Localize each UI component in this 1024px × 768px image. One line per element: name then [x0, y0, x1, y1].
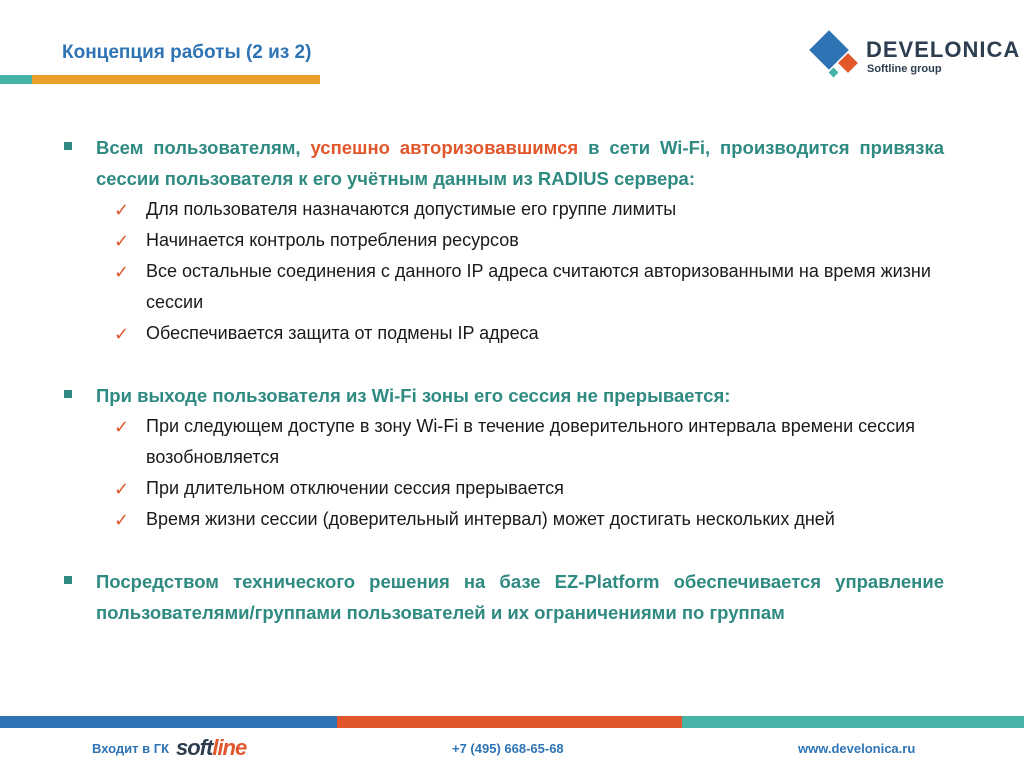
page-title: Концепция работы (2 из 2) — [62, 42, 312, 63]
list-item — [114, 225, 944, 256]
footer-color-bar — [0, 716, 1024, 728]
checklist — [62, 194, 944, 349]
list-item — [114, 411, 944, 473]
footer-part-of: Входит в ГК — [92, 741, 170, 756]
square-bullet-icon — [64, 576, 72, 584]
checkmark-icon: ✓ — [114, 231, 130, 251]
list-item-text: Все остальные соединения с данного IP адреса считаются авторизованными на время жизни сессии — [146, 261, 931, 312]
bullet-text-part: в сети Wi-Fi, производится привязка сессии пользователя к его учётным данным из RADIUS сервера: — [96, 137, 944, 189]
list-item-text: Начинается контроль потребления ресурсов — [146, 230, 519, 250]
checklist — [62, 411, 944, 535]
list-item — [114, 194, 944, 225]
list-item-text: Время жизни сессии (доверительный интервал) может достигать нескольких дней — [146, 509, 835, 529]
softline-logo-soft: soft — [176, 735, 213, 760]
checkmark-icon: ✓ — [114, 324, 130, 344]
bullet-text: Посредством технического решения на базе EZ-Platform обеспечивается управление пользователями/группами пользователей и их ограничениями по группам — [96, 571, 944, 623]
bullet-session-persistence — [62, 380, 944, 411]
logo-subtitle: Softline group — [867, 63, 942, 75]
title-underline-amber — [32, 75, 320, 84]
title-underline — [0, 75, 320, 84]
checkmark-icon: ✓ — [114, 417, 130, 437]
title-underline-teal — [0, 75, 32, 84]
list-item-text: Для пользователя назначаются допустимые его группе лимиты — [146, 199, 677, 219]
develonica-logo — [806, 28, 1021, 82]
list-item — [114, 256, 944, 318]
square-bullet-icon — [64, 142, 72, 150]
list-item — [114, 504, 944, 535]
footer-phone: +7 (495) 668-65-68 — [452, 741, 564, 756]
bullet-highlight: успешно авторизовавшимся — [310, 137, 579, 158]
list-item — [114, 473, 944, 504]
list-item-text: При длительном отключении сессия прерывается — [146, 478, 564, 498]
footer-bar-teal — [682, 716, 1024, 728]
logo-diamond-small-icon — [829, 68, 839, 78]
slide-content — [62, 132, 944, 628]
checkmark-icon: ✓ — [114, 262, 130, 282]
bullet-ez-platform — [62, 566, 944, 628]
softline-logo-line: line — [212, 735, 247, 760]
list-item — [114, 318, 944, 349]
bullet-session-binding — [62, 132, 944, 194]
footer-bar-orange — [337, 716, 682, 728]
list-item-text: Обеспечивается защита от подмены IP адреса — [146, 323, 539, 343]
checkmark-icon: ✓ — [114, 200, 130, 220]
list-item-text: При следующем доступе в зону Wi-Fi в течение доверительного интервала времени сессия возобновляется — [146, 416, 915, 467]
bullet-text-part: Всем пользователям, — [96, 137, 311, 158]
checkmark-icon: ✓ — [114, 510, 130, 530]
checkmark-icon: ✓ — [114, 479, 130, 499]
footer-bar-blue — [0, 716, 337, 728]
footer-website-link[interactable]: www.develonica.ru — [798, 741, 916, 756]
logo-name: DEVELONICA — [866, 37, 1021, 62]
bullet-text: При выходе пользователя из Wi-Fi зоны его сессия не прерывается: — [96, 385, 731, 406]
square-bullet-icon — [64, 390, 72, 398]
softline-logo — [176, 735, 246, 761]
